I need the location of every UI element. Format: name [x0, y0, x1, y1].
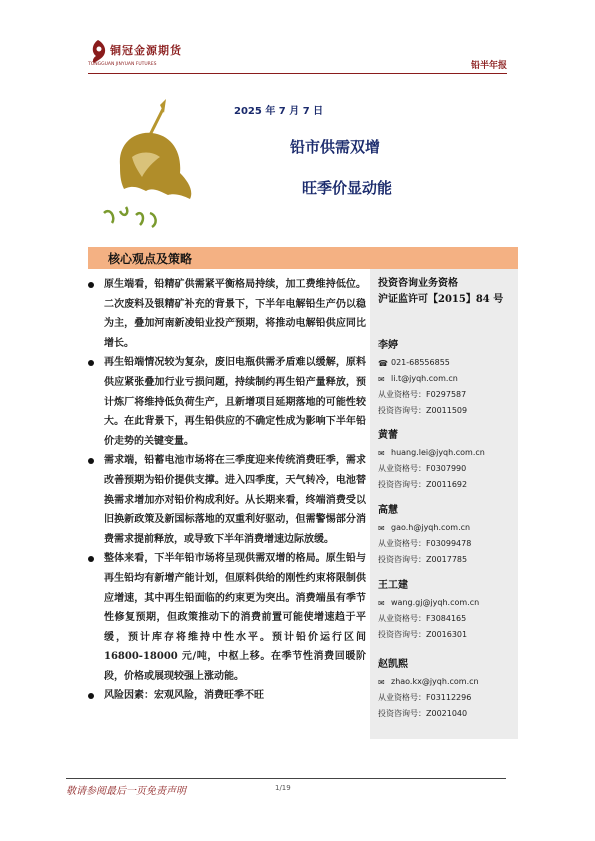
analyst-name: 赵凯熙 — [378, 659, 408, 670]
analyst-phone: ☎ 021-68556855 — [378, 358, 450, 368]
analyst-cert: 从业资格号：F3084165 — [378, 614, 467, 623]
bullet-dot-icon — [88, 458, 94, 464]
analyst-email[interactable]: ✉ huang.lei@jyqh.com.cn — [378, 448, 485, 458]
page-number: 1/19 — [275, 784, 291, 792]
phone-icon: ☎ — [378, 359, 388, 368]
key-points-list — [88, 275, 366, 706]
section-title: 核心观点及策略 — [108, 252, 193, 266]
analyst-card — [378, 426, 485, 493]
email-icon: ✉ — [378, 524, 385, 533]
analyst-cert: 从业资格号：F0297587 — [378, 390, 467, 399]
license-title: 投资咨询业务资格 — [378, 278, 458, 289]
key-point: 再生铅端情况较为复杂，废旧电瓶供需矛盾难以缓解，原料供应紧张叠加行业亏损问题，持续制约再生铅产量释放，预计炼厂将维持低负荷生产，且新增项目延期落地的可能性较大。在此背景下，再生铅供应的不确定性成为影响下半年铅价走势的关键变量。 — [88, 353, 366, 451]
company-logo — [88, 38, 198, 72]
header-divider — [88, 73, 507, 74]
analyst-cert: 从业资格号：F0307990 — [378, 464, 467, 473]
analyst-card — [378, 336, 467, 419]
key-point: 整体来看，下半年铅市场将呈现供需双增的格局。原生铅与再生铅均有新增产能计划，但原料供给的刚性约束将限制供应增速，其中再生铅面临的约束更为突出。消费端虽有季节性修复预期，但政策推动下的消费前置可能使增速趋于平缓，预计库存将维持中性水平。预计铅价运行区间 16800-18000 元/吨，中枢上移。在季节性消费回暖阶段，价格或展现较强上涨动能。 — [88, 549, 366, 686]
report-title-line2: 旺季价显动能 — [302, 179, 393, 197]
analyst-name: 高慧 — [378, 505, 398, 516]
analyst-cert: 从业资格号：F03112296 — [378, 693, 472, 702]
helmet-emblem-icon — [90, 95, 230, 245]
analyst-email[interactable]: ✉ zhao.kx@jyqh.com.cn — [378, 677, 479, 687]
report-date: 2025 年 7 月 7 日 — [234, 106, 324, 117]
analyst-cert: 从业资格号：F03099478 — [378, 539, 472, 548]
email-icon: ✉ — [378, 678, 385, 687]
analyst-advisor-id: 投资咨询号：Z0021040 — [378, 709, 468, 718]
key-point: 风险因素：宏观风险，消费旺季不旺 — [88, 686, 366, 706]
report-title-line1: 铅市供需双增 — [290, 138, 381, 156]
email-icon: ✉ — [378, 375, 385, 384]
analyst-email[interactable]: ✉ wang.gj@jyqh.com.cn — [378, 598, 480, 608]
analyst-name: 黄蕾 — [378, 430, 398, 441]
analyst-name: 王工建 — [378, 580, 408, 591]
key-point: 原生端看，铅精矿供需紧平衡格局持续，加工费维持低位。二次废料及银精矿补充的背景下，下半年电解铅生产仍以稳为主，叠加河南新凌铅业投产预期，将推动电解铅供应同比增长。 — [88, 275, 366, 353]
disclaimer-note: 敬请参阅最后一页免责声明 — [66, 786, 186, 797]
key-point: 需求端，铅蓄电池市场将在三季度迎来传统消费旺季，需求改善预期为铅价提供支撑。进入四季度，天气转冷，电池替换需求增加亦对铅价构成利好。从长期来看，终端消费受以旧换新政策及新国标落地的双重利好驱动，但需警惕部分消费需求提前释放，或导致下半年消费增速边际放缓。 — [88, 451, 366, 549]
analyst-advisor-id: 投资咨询号：Z0011692 — [378, 480, 468, 489]
company-name-cn: 铜冠金源期货 — [110, 44, 182, 57]
analyst-card — [378, 501, 471, 568]
analyst-email[interactable]: ✉ li.t@jyqh.com.cn — [378, 374, 458, 384]
section-header — [88, 247, 518, 269]
analyst-advisor-id: 投资咨询号：Z0017785 — [378, 555, 468, 564]
license-number: 沪证监许可【2015】84 号 — [378, 294, 504, 305]
logo-mark-icon — [88, 38, 108, 64]
analyst-email[interactable]: ✉ gao.h@jyqh.com.cn — [378, 523, 471, 533]
bullet-dot-icon — [88, 282, 94, 288]
bullet-dot-icon — [88, 360, 94, 366]
analyst-name: 李婷 — [378, 340, 398, 351]
company-name-en: TONGGUAN JINYUAN FUTURES — [88, 62, 157, 67]
footer-divider — [66, 778, 506, 779]
analyst-card — [378, 655, 479, 722]
report-type-label: 铅半年报 — [470, 61, 507, 71]
bullet-dot-icon — [88, 556, 94, 562]
email-icon: ✉ — [378, 599, 385, 608]
analyst-advisor-id: 投资咨询号：Z0016301 — [378, 630, 468, 639]
analyst-card — [378, 576, 479, 643]
email-icon: ✉ — [378, 449, 385, 458]
bullet-dot-icon — [88, 693, 94, 699]
analyst-advisor-id: 投资咨询号：Z0011509 — [378, 406, 468, 415]
